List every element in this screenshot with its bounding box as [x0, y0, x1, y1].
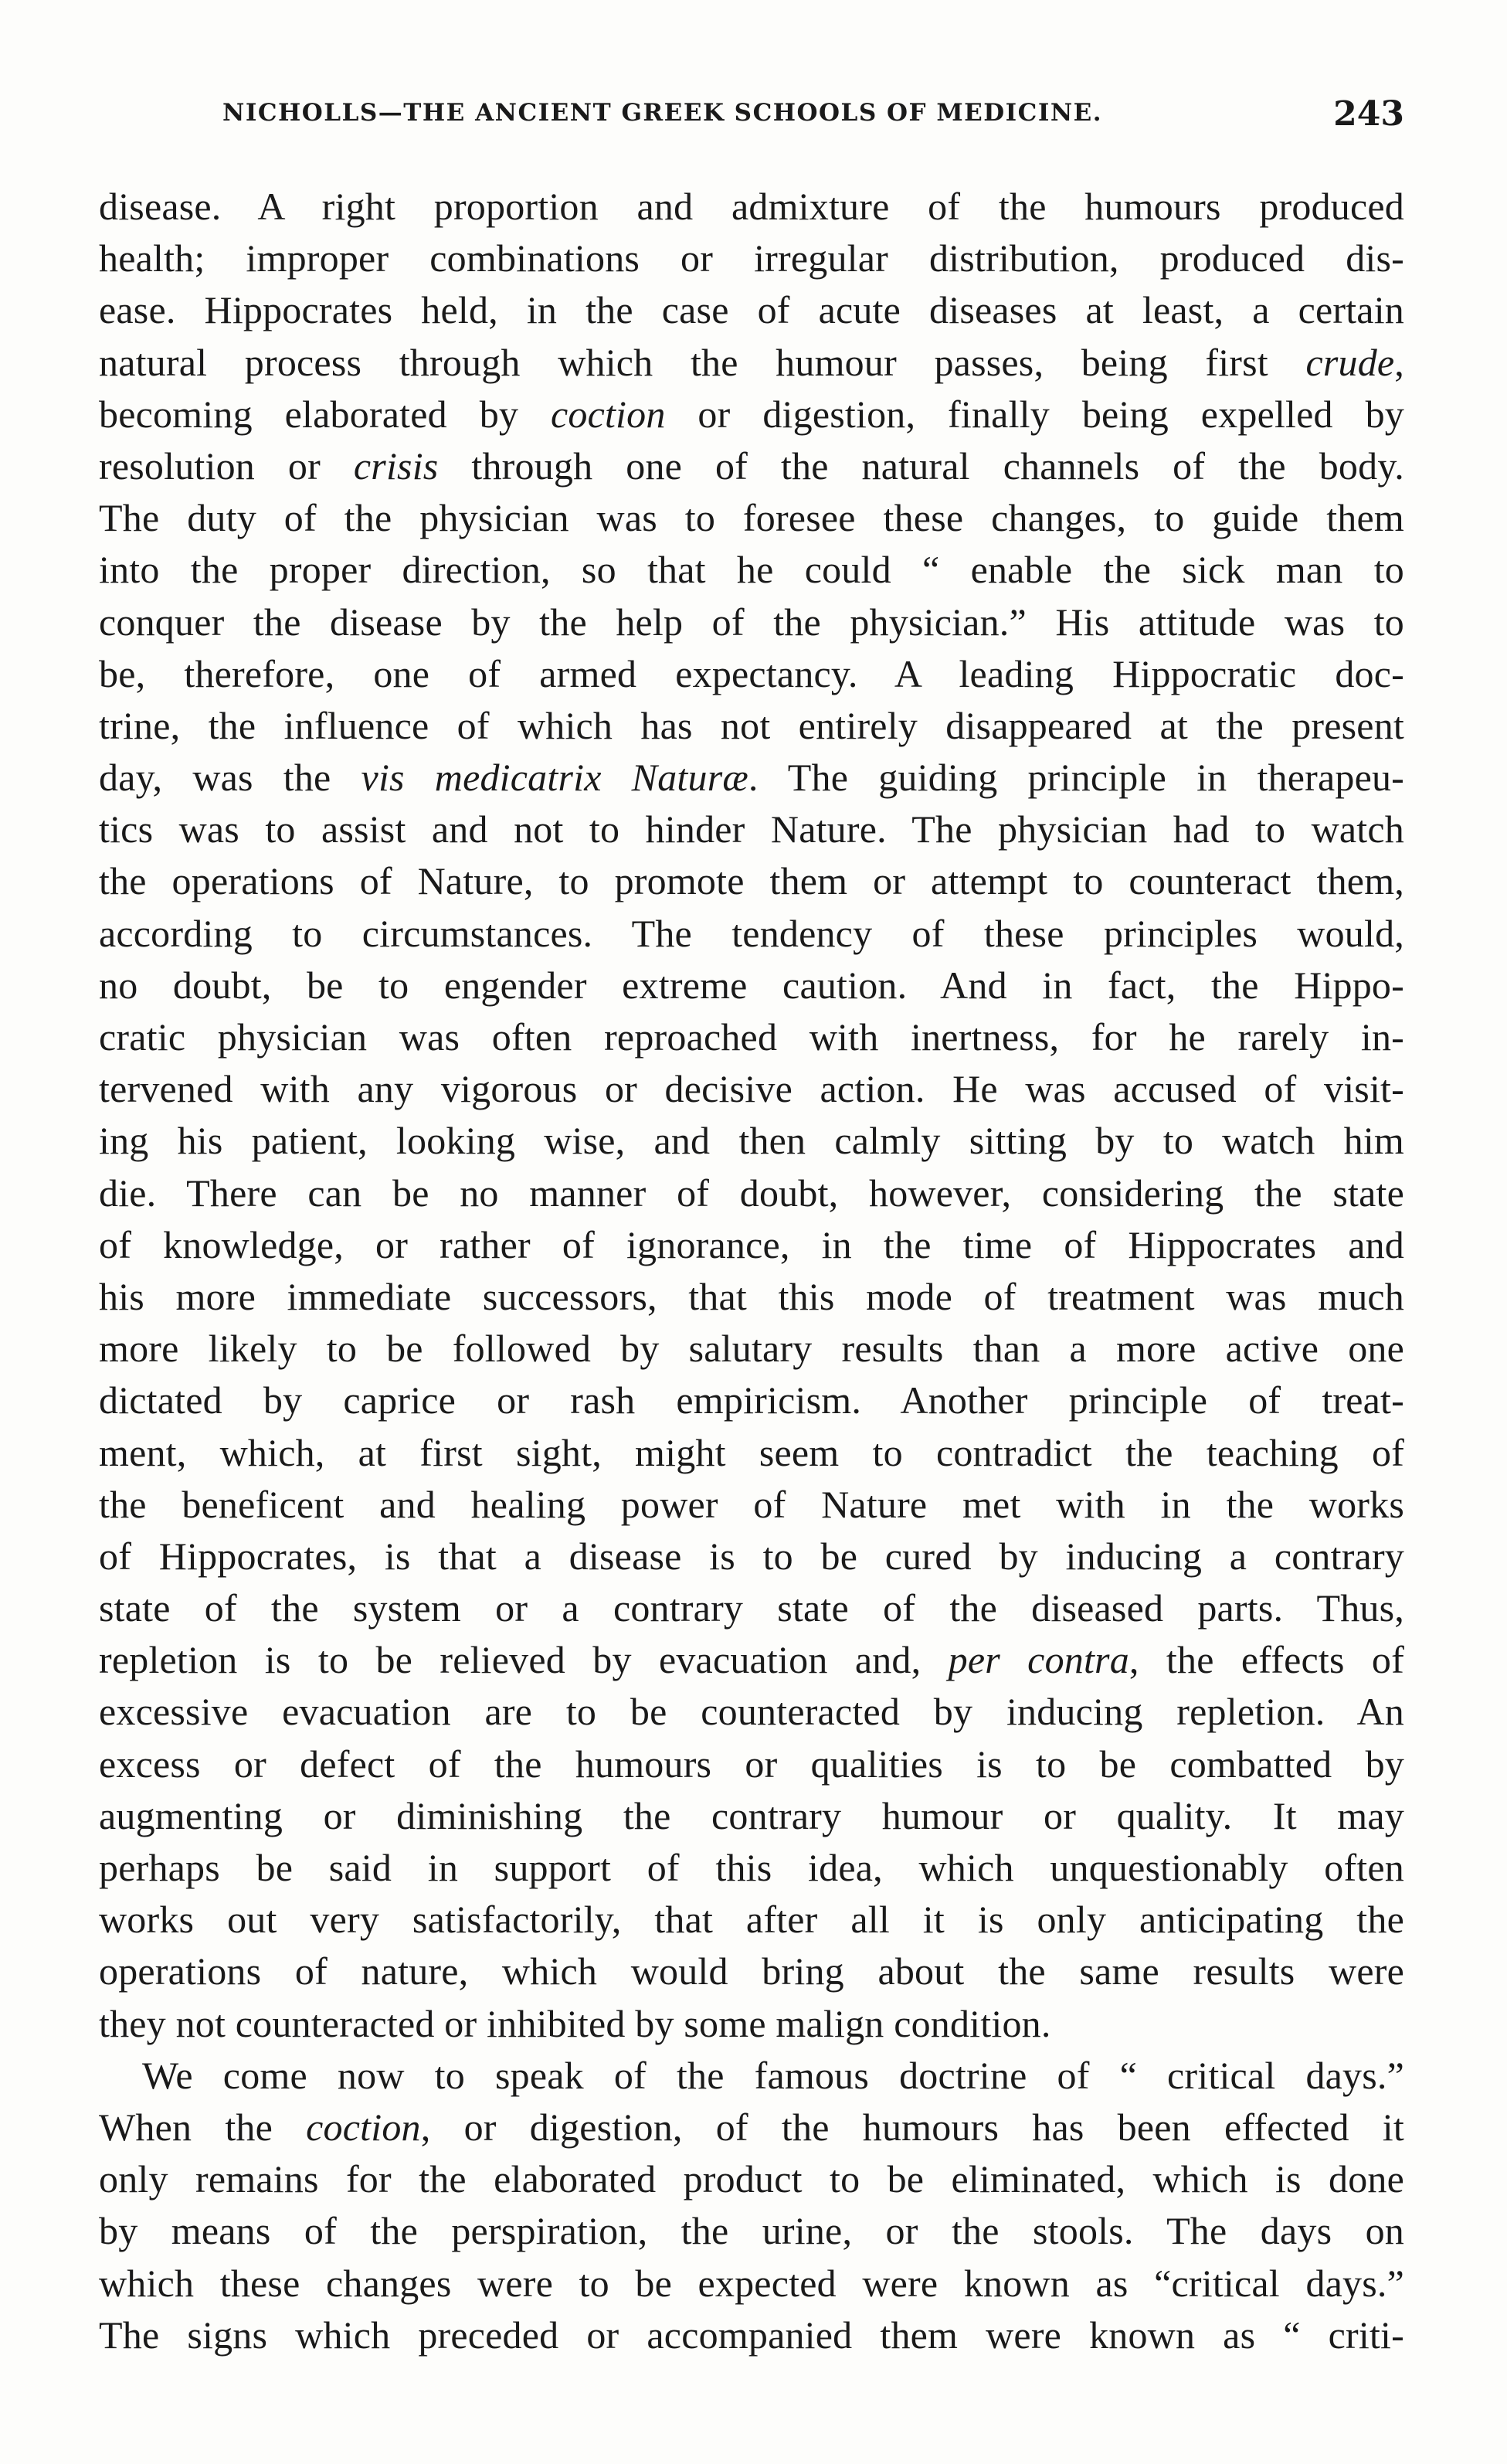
text-line: excess or defect of the humours or qualities is to be combatted by [99, 1742, 1404, 1786]
italic-term: crisis [353, 444, 439, 488]
text-line: die. There can be no manner of doubt, however, considering the state [99, 1171, 1404, 1215]
text-line: no doubt, be to engender extreme caution. And in fact, the Hippo- [99, 963, 1404, 1007]
text-line: ment, which, at first sight, might seem to contradict the teaching of [99, 1430, 1404, 1474]
text-line: resolution or crisis through one of the natural channels of the body. [99, 444, 1404, 488]
text-line: of knowledge, or rather of ignorance, in the time of Hippocrates and [99, 1222, 1404, 1266]
text-line: tervened with any vigorous or decisive action. He was accused of visit- [99, 1067, 1404, 1111]
text-line: his more immediate successors, that this mode of treatment was much [99, 1274, 1404, 1318]
italic-term: coction [306, 2105, 421, 2149]
text-line: natural process through which the humour passes, being first crude, [99, 340, 1404, 384]
text-line: cratic physician was often reproached with inertness, for he rarely in- [99, 1015, 1404, 1059]
italic-term: coction [550, 392, 666, 436]
text-line: disease. A right proportion and admixture of the humours produced [99, 185, 1404, 228]
page-number: 243 [1333, 94, 1404, 134]
text-line: ing his patient, looking wise, and then calmly sitting by to watch him [99, 1119, 1404, 1163]
paragraph-2 [99, 2050, 1404, 2361]
text-line: tics was to assist and not to hinder Nature. The physician had to watch [99, 807, 1404, 851]
text-line: only remains for the elaborated product to be eliminated, which is done [99, 2157, 1404, 2201]
text-line: day, was the vis medicatrix Naturæ. The guiding principle in therapeu- [99, 756, 1405, 800]
text-line: The signs which preceded or accompanied them were known as “ criti- [99, 2313, 1404, 2357]
text-line: more likely to be followed by salutary results than a more active one [99, 1327, 1404, 1371]
text-line: When the coction, or digestion, of the humours has been effected it [99, 2105, 1404, 2149]
text-line: according to circumstances. The tendency of these principles would, [99, 911, 1404, 955]
italic-term: crude [1305, 340, 1395, 384]
text-line: repletion is to be relieved by evacuation and, per contra, the effects of [99, 1638, 1404, 1682]
text-line: into the proper direction, so that he could “ enable the sick man to [99, 548, 1404, 592]
text-line: ease. Hippocrates held, in the case of acute diseases at least, a certain [99, 288, 1404, 332]
text-line: operations of nature, which would bring about the same results were [99, 1949, 1404, 1993]
text-line: perhaps be said in support of this idea, which unquestionably often [99, 1846, 1404, 1889]
running-title: NICHOLLS—THE ANCIENT GREEK SCHOOLS OF MEDICINE. [222, 99, 1103, 127]
text-line: of Hippocrates, is that a disease is to be cured by inducing a contrary [99, 1534, 1404, 1578]
running-head [222, 94, 1404, 145]
text-line: works out very satisfactorily, that after all it is only anticipating the [99, 1898, 1404, 1942]
text-line: the operations of Nature, to promote them or attempt to counteract them, [99, 859, 1404, 903]
text-line: conquer the disease by the help of the physician.” His attitude was to [99, 600, 1404, 644]
text-line: becoming elaborated by coction or digestion, finally being expelled by [99, 392, 1404, 436]
text-line: The duty of the physician was to foresee these changes, to guide them [99, 496, 1404, 540]
text-line: augmenting or diminishing the contrary humour or quality. It may [99, 1793, 1404, 1837]
text-line: excessive evacuation are to be counteracted by inducing repletion. An [99, 1690, 1404, 1734]
text-line: trine, the influence of which has not entirely disappeared at the present [99, 703, 1404, 747]
text-line: health; improper combinations or irregular distribution, produced dis- [99, 236, 1404, 280]
text-line: by means of the perspiration, the urine, or the stools. The days on [99, 2209, 1404, 2253]
text-line: state of the system or a contrary state of the diseased parts. Thus, [99, 1586, 1404, 1630]
text-line: which these changes were to be expected were known as “critical days.” [99, 2261, 1404, 2305]
paragraph-1 [99, 181, 1404, 2050]
italic-term: vis medicatrix Naturæ [361, 756, 748, 800]
text-line: they not counteracted or inhibited by some malign condition. [99, 2001, 1051, 2045]
text-line: the beneficent and healing power of Nature met with in the works [99, 1482, 1404, 1526]
italic-term: per contra [948, 1638, 1129, 1682]
text-line: We come now to speak of the famous doctrine of “ critical days.” [142, 2053, 1404, 2097]
body-text [99, 181, 1404, 2361]
text-line: be, therefore, one of armed expectancy. A leading Hippocratic doc- [99, 651, 1404, 695]
text-line: dictated by caprice or rash empiricism. Another principle of treat- [99, 1378, 1404, 1422]
